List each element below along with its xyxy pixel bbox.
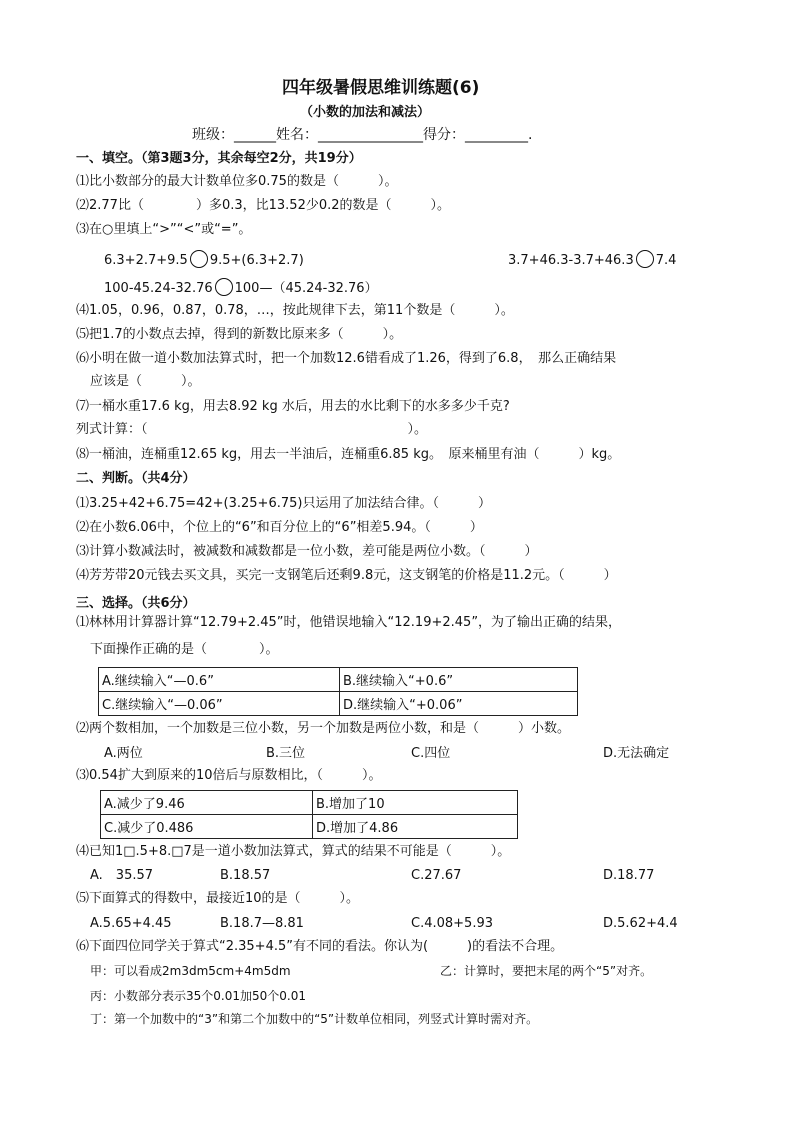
s3-q3-options-table bbox=[100, 790, 518, 839]
s3-q4-option-d[interactable]: D.18.77 bbox=[603, 868, 655, 883]
s3-question-2: ⑵两个数相加，一个加数是三位小数，另一个加数是两位小数，和是（ ）小数。 bbox=[76, 721, 571, 736]
option-c[interactable]: C.继续输入“—0.06” bbox=[99, 692, 340, 716]
answer-circle-a[interactable] bbox=[190, 250, 208, 268]
s1-question-2: ⑵2.77比（ ）多0.3，比13.52少0.2的数是（ ）。 bbox=[76, 198, 451, 213]
s2-question-1: ⑴3.25+42+6.75=42+(3.25+6.75)只运用了加法结合律。（ ） bbox=[76, 496, 491, 511]
s3-q5-option-a[interactable]: A.5.65+4.45 bbox=[90, 916, 172, 931]
s1-question-3: ⑶在○里填上“>”“<”或“=”。 bbox=[76, 222, 252, 237]
option-a[interactable]: A.减少了9.46 bbox=[101, 791, 313, 815]
s2-question-2: ⑵在小数6.06中，个位上的“6”和百分位上的“6”相差5.94。（ ） bbox=[76, 520, 483, 535]
s1-question-7-line-2: 列式计算：（ ）。 bbox=[76, 422, 428, 437]
option-a[interactable]: A.继续输入“—0.6” bbox=[99, 668, 340, 692]
s1-question-8: ⑻一桶油，连桶重12.65 kg，用去一半油后，连桶重6.85 kg。 原来桶里有油（ ）kg。 bbox=[76, 447, 621, 462]
option-c[interactable]: C.减少了0.486 bbox=[101, 815, 313, 839]
s3-q6-view-bing: 丙：小数部分表示35个0.01加50个0.01 bbox=[90, 989, 306, 1003]
s2-question-3: ⑶计算小数减法时，被减数和减数都是一位小数，差可能是两位小数。（ ） bbox=[76, 544, 538, 559]
section-3-heading: 三、选择。（共6分） bbox=[76, 596, 196, 611]
s3-q4-option-c[interactable]: C.27.67 bbox=[411, 868, 462, 883]
option-b[interactable]: B.继续输入“+0.6” bbox=[340, 668, 578, 692]
s1-q3-compare-a bbox=[104, 250, 304, 270]
s2-question-4: ⑷芳芳带20元钱去买文具，买完一支钢笔后还剩9.8元，这支钢笔的价格是11.2元。（ ） bbox=[76, 568, 617, 583]
compare-b-right: 7.4 bbox=[655, 253, 677, 268]
s1-question-1: ⑴比小数部分的最大计数单位多0.75的数是（ ）。 bbox=[76, 174, 398, 189]
s3-question-6: ⑹下面四位同学关于算式“2.35+4.5”有不同的看法。你认为( )的看法不合理。 bbox=[76, 939, 564, 954]
option-b[interactable]: B.增加了10 bbox=[313, 791, 518, 815]
s3-q4-option-b[interactable]: B.18.57 bbox=[220, 868, 271, 883]
s1-question-6-line-1: ⑹小明在做一道小数加法算式时，把一个加数12.6错看成了1.26，得到了6.8， 那么正确结果 bbox=[76, 351, 617, 366]
s3-question-1-line-2: 下面操作正确的是（ ）。 bbox=[90, 642, 279, 657]
answer-circle-b[interactable] bbox=[636, 250, 654, 268]
s3-q6-view-jia: 甲：可以看成2m3dm5cm+4m5dm bbox=[90, 964, 291, 978]
compare-b-left: 3.7+46.3-3.7+46.3 bbox=[508, 253, 634, 268]
s3-q2-option-c[interactable]: C.四位 bbox=[411, 746, 451, 761]
compare-a-right: 9.5+(6.3+2.7) bbox=[209, 253, 304, 268]
s1-question-7-line-1: ⑺一桶水重17.6 kg，用去8.92 kg 水后，用去的水比剩下的水多多少千克? bbox=[76, 399, 510, 414]
answer-circle-c[interactable] bbox=[215, 278, 233, 296]
option-d[interactable]: D.继续输入“+0.06” bbox=[340, 692, 578, 716]
s3-q5-option-c[interactable]: C.4.08+5.93 bbox=[411, 916, 493, 931]
s3-q6-view-ding: 丁：第一个加数中的“3”和第二个加数中的“5”计数单位相同，列竖式计算时需对齐。 bbox=[90, 1012, 539, 1026]
s3-question-4: ⑷已知1□.5+8.□7是一道小数加法算式，算式的结果不可能是（ ）。 bbox=[76, 844, 511, 859]
option-d[interactable]: D.增加了4.86 bbox=[313, 815, 518, 839]
s3-q2-option-a[interactable]: A.两位 bbox=[104, 746, 143, 761]
s3-q6-view-yi: 乙：计算时，要把末尾的两个“5”对齐。 bbox=[440, 964, 653, 978]
s1-q3-compare-b bbox=[508, 250, 676, 270]
page-title: 四年级暑假思维训练题(6) bbox=[282, 78, 480, 98]
s3-q2-option-d[interactable]: D.无法确定 bbox=[603, 746, 670, 761]
s3-question-1-line-1: ⑴林林用计算器计算“12.79+2.45”时，他错误地输入“12.19+2.45”，为了输出正确的结果， bbox=[76, 615, 622, 630]
s3-q5-option-b[interactable]: B.18.7—8.81 bbox=[220, 916, 304, 931]
s1-question-4: ⑷1.05，0.96，0.87，0.78，…，按此规律下去，第11个数是（ ）。 bbox=[76, 303, 514, 318]
s1-question-5: ⑸把1.7的小数点去掉，得到的新数比原来多（ ）。 bbox=[76, 327, 403, 342]
s3-q2-option-b[interactable]: B.三位 bbox=[266, 746, 306, 761]
s3-q4-option-a[interactable]: A. 35.57 bbox=[90, 868, 154, 883]
s3-q1-options-table bbox=[98, 667, 578, 716]
student-info-line: 班级：______姓名：_______________得分：_________. bbox=[192, 127, 533, 143]
s1-q3-compare-c bbox=[104, 278, 378, 298]
s3-question-5: ⑸下面算式的得数中，最接近10的是（ ）。 bbox=[76, 891, 360, 906]
s3-question-3: ⑶0.54扩大到原来的10倍后与原数相比，（ ）。 bbox=[76, 768, 382, 783]
page-subtitle: （小数的加法和减法） bbox=[300, 105, 431, 120]
s3-q5-option-d[interactable]: D.5.62+4.4 bbox=[603, 916, 678, 931]
section-2-heading: 二、判断。（共4分） bbox=[76, 471, 196, 486]
compare-c-left: 100-45.24-32.76 bbox=[104, 281, 213, 296]
s1-question-6-line-2: 应该是（ ）。 bbox=[90, 374, 201, 389]
section-1-heading: 一、填空。（第3题3分，其余每空2分，共19分） bbox=[76, 151, 362, 166]
compare-a-left: 6.3+2.7+9.5 bbox=[104, 253, 188, 268]
compare-c-right: 100—（45.24-32.76） bbox=[234, 281, 378, 296]
